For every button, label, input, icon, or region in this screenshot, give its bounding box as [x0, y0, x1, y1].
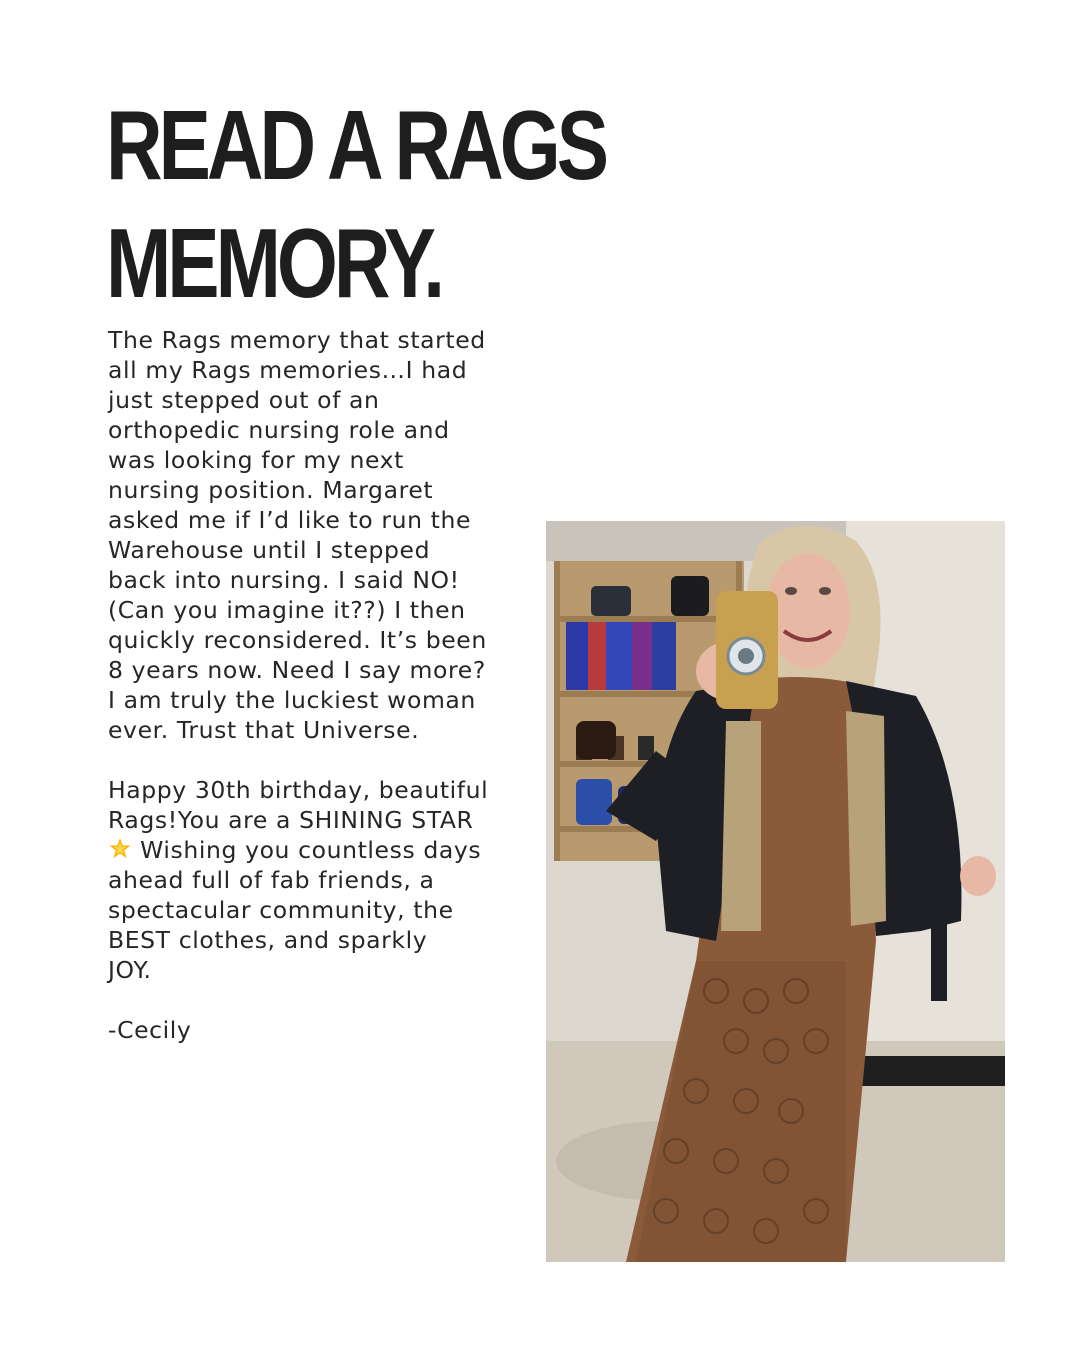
story-line: (Can you imagine it??) I then	[108, 596, 466, 624]
story-paragraph-2	[108, 775, 548, 985]
story-line: orthopedic nursing role and	[108, 416, 450, 444]
story-line: asked me if I’d like to run the	[108, 506, 472, 534]
memory-story	[108, 325, 548, 1075]
story-line: Warehouse until I stepped	[108, 536, 431, 564]
story-line: I am truly the luckiest woman	[108, 686, 476, 714]
story-line: spectacular community, the	[108, 896, 454, 924]
story-line: nursing position. Margaret	[108, 476, 434, 504]
story-line: JOY.	[108, 956, 152, 984]
story-line: just stepped out of an	[108, 386, 380, 414]
story-line: 8 years now. Need I say more?	[108, 656, 486, 684]
signature: -Cecily	[108, 1016, 192, 1044]
story-line: ahead full of fab friends, a	[108, 866, 435, 894]
headline-line-1: READ A RAGS	[106, 90, 606, 200]
story-line: back into nursing. I said NO!	[108, 566, 460, 594]
headline	[106, 86, 606, 322]
story-line-with-star	[108, 835, 548, 865]
story-line: Wishing you countless days	[132, 836, 482, 864]
story-line: all my Rags memories…I had	[108, 356, 468, 384]
headline-line-2: MEMORY.	[106, 208, 441, 318]
story-paragraph-1	[108, 325, 548, 745]
story-line: quickly reconsidered. It’s been	[108, 626, 487, 654]
woman-mirror-selfie-photo	[546, 521, 1005, 1262]
story-line: was looking for my next	[108, 446, 404, 474]
story-line: ever. Trust that Universe.	[108, 716, 420, 744]
story-line: Happy 30th birthday, beautiful	[108, 776, 489, 804]
glowing-star-icon	[108, 837, 132, 861]
story-line: The Rags memory that started	[108, 326, 486, 354]
story-line: BEST clothes, and sparkly	[108, 926, 428, 954]
story-line: Rags!You are a SHINING STAR	[108, 806, 474, 834]
